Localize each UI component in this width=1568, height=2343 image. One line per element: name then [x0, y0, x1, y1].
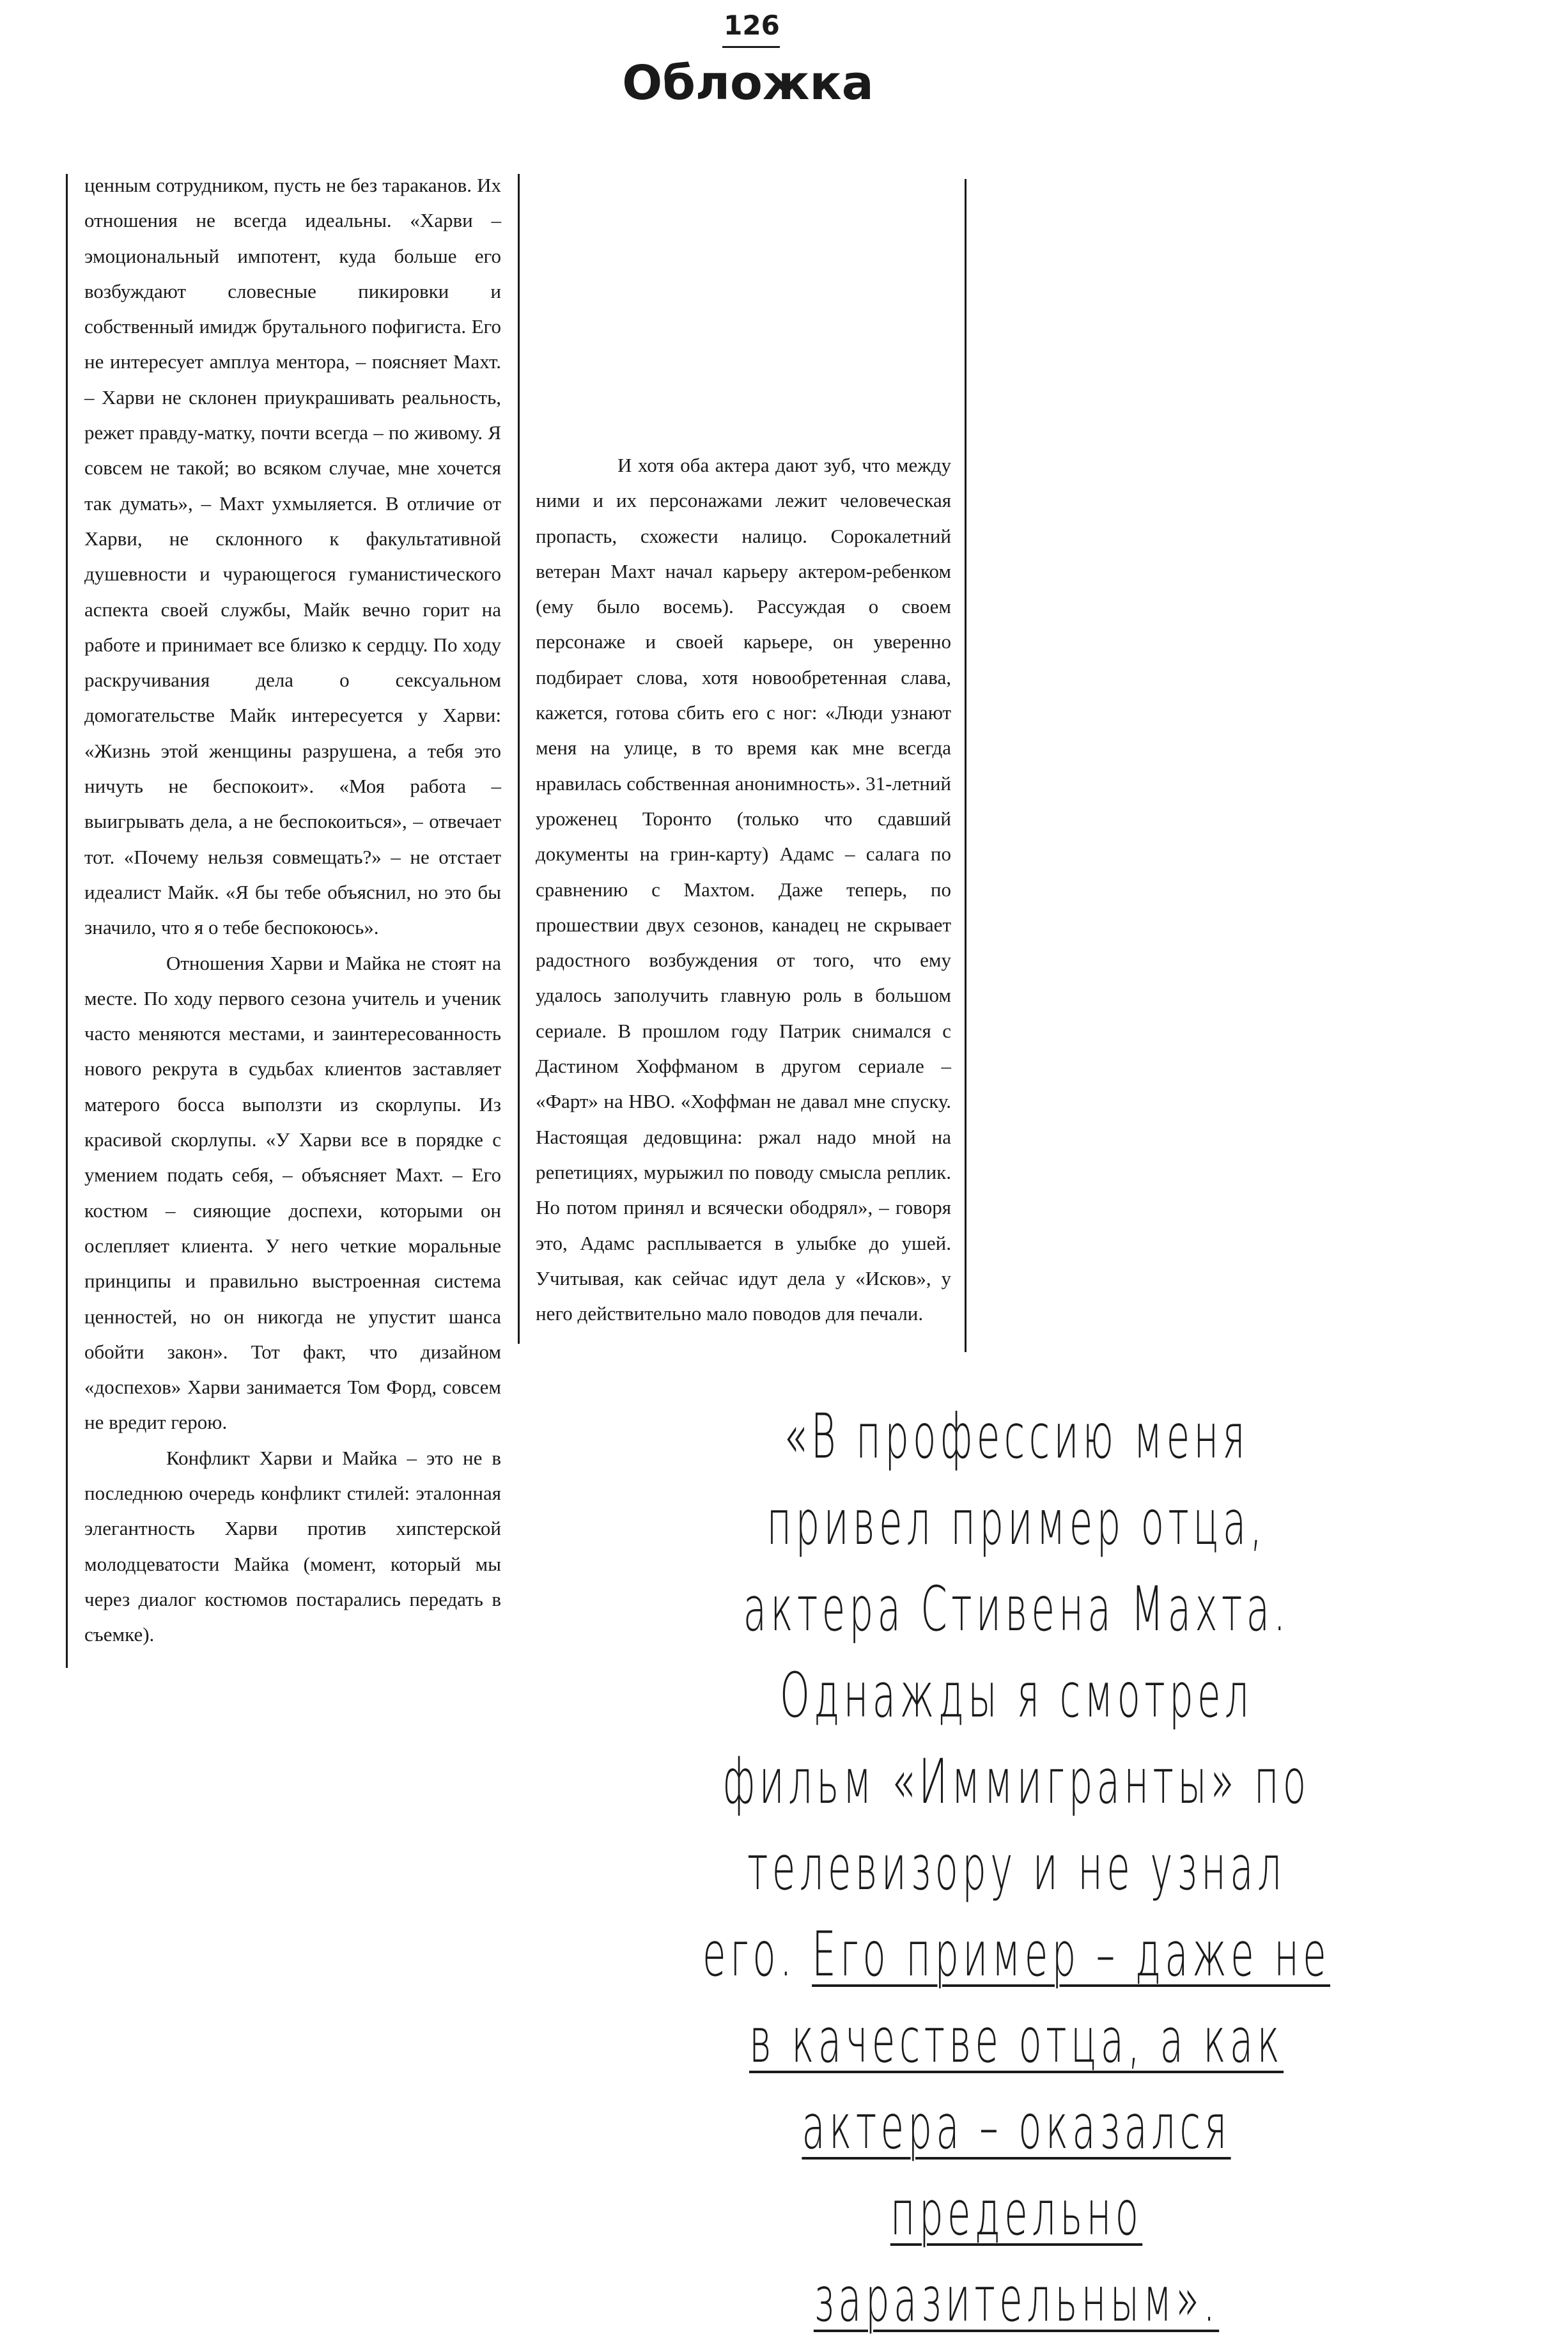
- page-number-rule: [722, 46, 780, 48]
- left-paragraph-3: Конфликт Харви и Майка – это не в последнюю очередь конфликт стилей: эталонная элегантность Харви против хипстерской молодцеватости Майка (момент, который мы через диалог костюмов постарались передать в съемке).: [84, 1446, 501, 1646]
- left-paragraph-2: Отношения Харви и Майка не стоят на месте. По ходу первого сезона учитель и ученик часто меняются местами, и заинтересованность нового рекрута в судьбах клиентов заставляет матерого босса выползти из скорлупы. Из красивой скорлупы. «У Харви все в порядке с умением подать себя, – объясняет Махт. – Его костюм – сияющие доспехи, которыми он ослепляет клиента. У него четкие моральные принципы и правильно выстроенная система ценностей, но он никогда не упустит шанса обойти закон». Тот факт, что дизайном «доспехов» Харви занимается Том Форд, совсем не вредит герою.: [84, 951, 501, 1434]
- left-column-rule: [66, 174, 68, 1668]
- middle-text-column: [536, 448, 951, 1331]
- page-number: 126: [724, 10, 780, 41]
- left-paragraph-1: ценным сотрудником, пусть не без тараканов. Их отношения не всегда идеальны. «Харви – эмоциональный импотент, куда больше его возбуждают словесные пикировки и собственный имидж брутального пофигиста. Его не интересует амплуа ментора, – поясняет Махт. – Харви не склонен приукрашивать реальность, режет правду-матку, почти всегда – по живому. Я совсем не такой; во всяком случае, мне хочется так думать», – Махт ухмыляется. В отличие от Харви, не склонного к факультативной душевности и чурающегося гуманистического аспекта своей службы, Майк вечно горит на работе и принимает все близко к сердцу. По ходу раскручивания дела о сексуальном домогательстве Майк интересуется у Харви: «Жизнь этой женщины разрушена, а тебя это ничуть не беспокоит». «Моя работа – выигрывать дела, а не беспокоиться», – отвечает тот. «Почему нельзя совмещать?» – не отстает идеалист Майк. «Я бы тебе объяснил, но это бы значило, что я о тебе беспокоюсь».: [84, 174, 501, 939]
- right-column-rule: [965, 179, 966, 1352]
- middle-paragraph-1: И хотя оба актера дают зуб, что между ними и их персонажами лежит человеческая пропасть, схожести налицо. Сорокалетний ветеран Махт начал карьеру актером-ребенком (ему было восемь). Рассуждая о своем персонаже и своей карьере, он уверенно подбирает слова, хотя новообретенная слава, кажется, готова сбить его с ног: «Люди узнают меня на улице, в то время как мне всегда нравилась собственная анонимность». 31-летний уроженец Торонто (только что сдавший документы на грин-карту) Адамс – салага по сравнению с Махтом. Даже теперь, по прошествии двух сезонов, канадец не скрывает радостного возбуждения от того, что ему удалось заполучить главную роль в большом сериале. В прошлом году Патрик снимался с Дастином Хоффманом в другом сериале – «Фарт» на HBO. «Хоффман не давал мне спуску. Настоящая дедовщина: ржал надо мной на репетициях, мурыжил по поводу смысла реплик. Но потом принял и всячески ободрял», – говоря это, Адамс расплывается в улыбке до ушей. Учитывая, как сейчас идут дела у «Исков», у него действительно мало поводов для печали.: [536, 454, 951, 1325]
- middle-column-rule: [518, 174, 520, 1344]
- pull-quote-text: «В профессию меня привел пример отца, актера Стивена Махта. Однажды я смотрел фильм «Иммигранты» по телевизору и не узнал его.: [702, 1401, 1310, 1990]
- pull-quote: [699, 1394, 1333, 2343]
- section-title: Обложка: [622, 56, 874, 111]
- pull-quote-underlined-text: Его пример – даже не в качестве отца, а как актера – оказался предельно заразительным».: [749, 1919, 1331, 2335]
- left-text-column: [84, 167, 501, 1652]
